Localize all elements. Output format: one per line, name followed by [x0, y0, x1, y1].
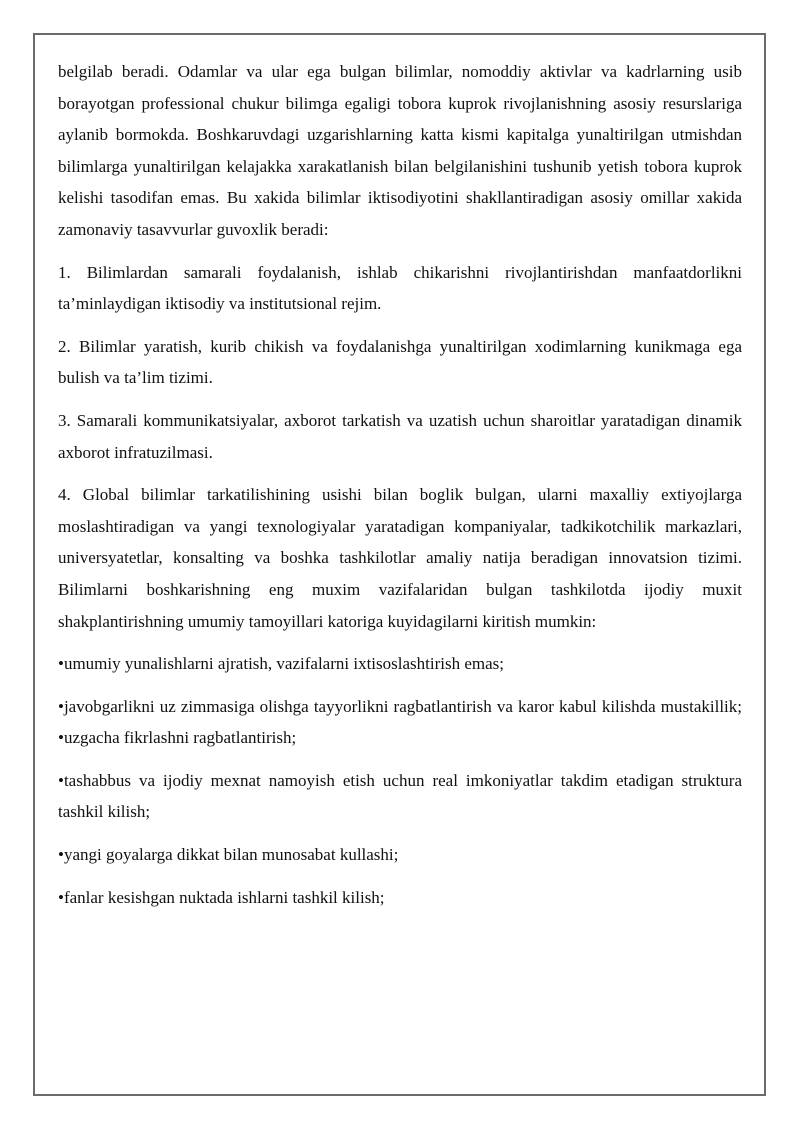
list-item-3: 3. Samarali kommunikatsiyalar, axborot tarkatish va uzatish uchun sharoitlar yaratadigan dinamik axborot infratuzilmasi. — [58, 410, 742, 462]
list-item-1: 1. Bilimlardan samarali foydalanish, ishlab chikarishni rivojlantirishdan manfaatdorlikni ta’minlaydigan iktisodiy va institutsional rejim. — [58, 262, 742, 314]
list-item-2: 2. Bilimlar yaratish, kurib chikish va foydalanishga yunaltirilgan xodimlarning kunikmaga ega bulish va ta’lim tizimi. — [58, 336, 742, 388]
bullet-item-3: •tashabbus va ijodiy mexnat namoyish etish uchun real imkoniyatlar takdim etadigan struktura tashkil kilish; — [58, 770, 742, 822]
bullet-item-5: •fanlar kesishgan nuktada ishlarni tashkil kilish; — [58, 887, 385, 907]
document-body — [58, 56, 742, 924]
list-item-4: 4. Global bilimlar tarkatilishining usishi bilan boglik bulgan, ularni maxalliy extiyojlarga moslashtiradigan va yangi texnologiyalar yaratadigan kompaniyalar, tadkikotchilik markazlari, universyatetlar, konsalting va boshka tashkilotlar amaliy natija beradigan innovatsion tizimi. Bilimlarni boshkarishning eng muxim vazifalaridan bulgan tashkilotda ijodiy muxit shakplantirishning umumiy tamoyillari katoriga kuyidagilarni kiritish mumkin: — [58, 485, 742, 631]
bullet-item-2: •javobgarlikni uz zimmasiga olishga tayyorlikni ragbatlantirish va karor kabul kilishda mustakillik; •uzgacha fikrlashni ragbatlantirish; — [58, 696, 742, 748]
bullet-item-4: •yangi goyalarga dikkat bilan munosabat kullashi; — [58, 845, 399, 865]
bullet-item-1: •umumiy yunalishlarni ajratish, vazifalarni ixtisoslashtirish emas; — [58, 654, 504, 674]
intro-paragraph: belgilab beradi. Odamlar va ular ega bulgan bilimlar, nomoddiy aktivlar va kadrlarning usib borayotgan professional chukur bilimga egaligi tobora kuprok rivojlanishning asosiy resurslariga aylanib bormokda. Boshkaruvdagi uzgarishlarning katta kismi kapitalga yunaltirilgan utmishdan bilimlarga yunaltirilgan kelajakka xarakatlanish bilan belgilanishini tushunib yetish tobora kuprok kelishi tasodifan emas. Bu xakida bilimlar iktisodiyotini shakllantiradigan asosiy omillar xakida zamonaviy tasavvurlar guvoxlik beradi: — [58, 62, 742, 239]
